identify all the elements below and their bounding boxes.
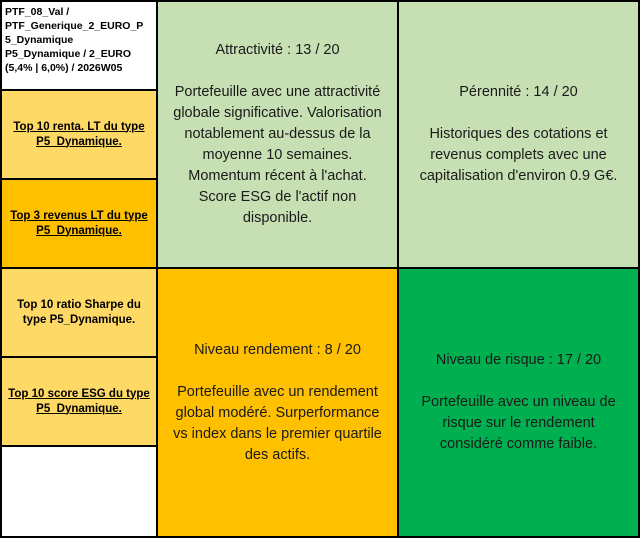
perennite-text-line: capitalisation d'environ 0.9 G€.	[419, 168, 618, 184]
attractivite-text-line: Score ESG de l'actif non	[198, 189, 357, 205]
attractivite-text-line: moyenne 10 semaines.	[202, 147, 353, 163]
rendement-text-line: global modéré. Surperformance	[175, 404, 380, 421]
risque-text-line: risque sur le rendement	[442, 415, 595, 431]
perennite-panel	[397, 0, 640, 269]
risque-panel	[397, 267, 640, 538]
sidebar-item-label: Top 10 score ESG du type	[8, 387, 150, 400]
sidebar-item-top10-renta[interactable]	[0, 89, 158, 180]
risque-text-line: Portefeuille avec un niveau de	[421, 394, 616, 410]
risque-title: Niveau de risque : 17 / 20	[435, 352, 602, 368]
sidebar-item-label: Top 3 revenus LT du type	[10, 209, 148, 222]
header-line: 5_Dynamique	[5, 34, 74, 46]
sidebar-item-label: P5_Dynamique.	[36, 224, 122, 237]
sidebar-item-label: Top 10 ratio Sharpe du	[17, 298, 141, 311]
portfolio-header	[0, 0, 158, 91]
sidebar-item-top10-sharpe[interactable]	[0, 267, 158, 358]
header-line: (5,4% | 6,0%) / 2026W05	[5, 62, 123, 74]
perennite-title: Pérennité : 14 / 20	[459, 84, 578, 100]
attractivite-text-line: Portefeuille avec une attractivité	[174, 84, 381, 100]
sidebar-item-label: P5_Dynamique.	[36, 402, 122, 415]
rendement-text-line: Portefeuille avec un rendement	[177, 383, 378, 400]
rendement-title: Niveau rendement : 8 / 20	[194, 341, 361, 358]
sidebar-item-label: P5_Dynamique.	[36, 135, 122, 148]
attractivite-panel	[156, 0, 399, 269]
sidebar-empty-cell	[0, 445, 158, 538]
header-line: P5_Dynamique / 2_EURO	[5, 48, 132, 60]
attractivite-text-line: globale significative. Valorisation	[173, 105, 382, 121]
risque-text-line: considéré comme faible.	[439, 436, 598, 452]
attractivite-text-line: disponible.	[242, 210, 313, 226]
sidebar-item-top3-revenus[interactable]	[0, 178, 158, 269]
header-line: PTF_08_Val /	[5, 6, 70, 18]
attractivite-text-line: notablement au-dessus de la	[184, 126, 371, 142]
attractivite-text-line: Momentum récent à l'achat.	[188, 168, 367, 184]
sidebar-item-label: Top 10 renta. LT du type	[13, 120, 145, 133]
perennite-text-line: Historiques des cotations et	[429, 126, 608, 142]
perennite-text-line: revenus complets avec une	[430, 147, 607, 163]
header-line: PTF_Generique_2_EURO_P	[5, 20, 144, 32]
rendement-panel	[156, 267, 399, 538]
attractivite-title: Attractivité : 13 / 20	[215, 42, 340, 58]
sidebar-item-top10-esg[interactable]	[0, 356, 158, 447]
rendement-text-line: des actifs.	[244, 446, 311, 463]
rendement-text-line: vs index dans le premier quartile	[173, 425, 382, 442]
sidebar-item-label: type P5_Dynamique.	[22, 313, 136, 326]
